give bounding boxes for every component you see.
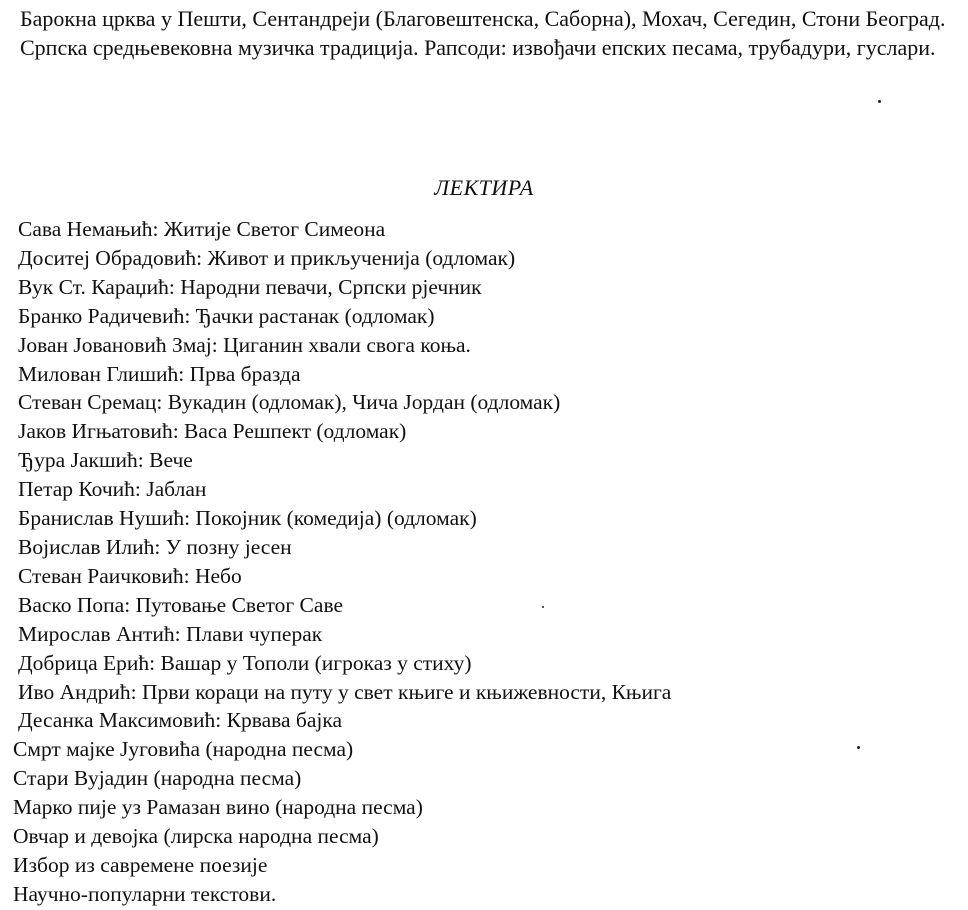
reading-list-item: Овчар и девојка (лирска народна песма) xyxy=(13,824,379,849)
reading-list-item: Смрт мајке Југовића (народна песма) xyxy=(13,737,354,762)
reading-list-item: Петар Кочић: Јаблан xyxy=(18,477,207,502)
reading-list xyxy=(13,215,672,909)
reading-list-item: Вук Ст. Караџић: Народни певачи, Српски рјечник xyxy=(18,274,482,299)
reading-list-item: Бранислав Нушић: Покојник (комедија) (одломак) xyxy=(18,506,477,531)
reading-list-item: Стари Вујадин (народна песма) xyxy=(13,766,302,791)
intro-text xyxy=(20,4,955,62)
reading-list-item: Ђура Јакшић: Вече xyxy=(18,448,193,473)
scan-speck xyxy=(878,100,881,103)
reading-list-item: Научно-популарни текстови. xyxy=(13,881,277,906)
reading-list-item: Јован Јовановић Змај: Циганин хвали свога коња. xyxy=(18,332,471,357)
reading-list-item: Сава Немањић: Житије Светог Симеона xyxy=(18,217,386,241)
reading-list-item: Милован Глишић: Прва бразда xyxy=(18,361,301,386)
reading-list-item: Стеван Раичковић: Небо xyxy=(18,563,242,588)
lektira-heading: ЛЕКТИРА xyxy=(434,175,534,200)
reading-list-item: Стеван Сремац: Вукадин (одломак), Чича Јордан (одломак) xyxy=(18,390,561,415)
reading-list-item: Доситеј Обрадовић: Живот и прикљученија (одломак) xyxy=(18,245,516,270)
reading-list-item: Десанка Максимовић: Крвава бајка xyxy=(18,708,343,733)
reading-list-item: Бранко Радичевић: Ђачки растанак (одломак) xyxy=(18,303,435,328)
reading-list-item: Добрица Ерић: Вашар у Тополи (игроказ у стиху) xyxy=(18,650,472,675)
reading-list-item: Иво Андрић: Први кораци на путу у свет књиге и књижевности, Књига xyxy=(18,679,672,704)
scan-speck xyxy=(542,606,544,608)
intro-paragraph-music: Српска средњевековна музичка традиција. Рапсоди: извођачи епских песама, трубадури, гуслари. xyxy=(20,35,936,60)
reading-list-item: Избор из савремене поезије xyxy=(13,852,268,877)
reading-list-item: Мирослав Антић: Плави чуперак xyxy=(18,621,323,646)
reading-list-item: Марко пије уз Рамазан вино (народна песма) xyxy=(13,795,423,820)
scan-speck xyxy=(857,746,860,749)
reading-list-item: Војислав Илић: У позну јесен xyxy=(18,534,292,559)
reading-list-item: Васко Попа: Путовање Светог Саве xyxy=(18,592,344,617)
intro-paragraph-baroque: Барокна црква у Пешти, Сентандреји (Благовештенска, Саборна), Мохач, Сегедин, Стони Београд. xyxy=(20,6,946,31)
reading-list-item: Јаков Игњатовић: Васа Решпект (одломак) xyxy=(18,419,407,444)
